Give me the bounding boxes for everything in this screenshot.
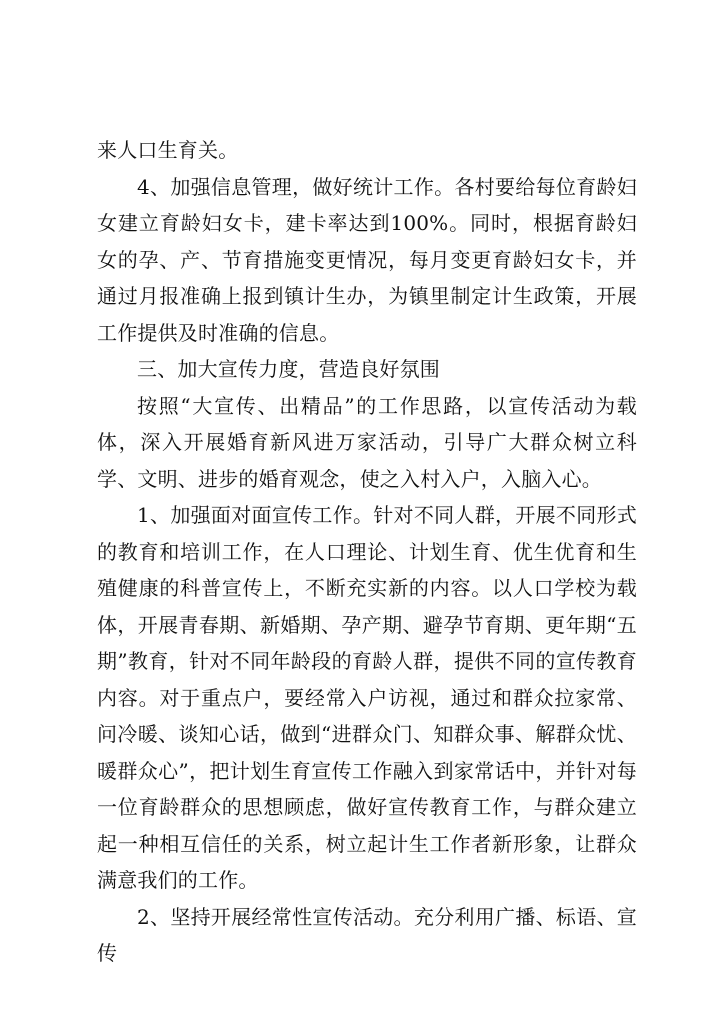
paragraph-item-4: 4、加强信息管理，做好统计工作。各村要给每位育龄妇女建立育龄妇女卡，建卡率达到100%。同时，根据育龄妇女的孕、产、节育措施变更情况，每月变更育龄妇女卡，并通过月报准确上报到镇计生办，为镇里制定计生政策，开展工作提供及时准确的信息。 xyxy=(97,174,637,345)
paragraph-continuation: 来人口生育关。 xyxy=(97,138,239,162)
document-body xyxy=(97,132,637,972)
section-heading-3: 三、加大宣传力度，营造良好氛围 xyxy=(137,357,440,381)
paragraph-item-1: 1、加强面对面宣传工作。针对不同人群，开展不同形式的教育和培训工作，在人口理论、计划生育、优生优育和生殖健康的科普宣传上，不断充实新的内容。以人口学校为载体，开展青春期、新婚期、孕产期、避孕节育期、更年期“五期”教育，针对不同年龄段的育龄人群，提供不同的宣传教育内容。对于重点户，要经常入户访视，通过和群众拉家常、问冷暖、谈知心话，做到“进群众门、知群众事、解群众忧、暖群众心”，把计划生育宣传工作融入到家常话中，并针对每一位育龄群众的思想顾虑，做好宣传教育工作，与群众建立起一种相互信任的关系，树立起计生工作者新形象，让群众满意我们的工作。 xyxy=(97,503,637,892)
paragraph-item-2: 2、坚持开展经常性宣传活动。充分利用广播、标语、宣传 xyxy=(97,904,637,965)
paragraph-section-intro: 按照“大宣传、出精品”的工作思路，以宣传活动为载体，深入开展婚育新风进万家活动，引导广大群众树立科学、文明、进步的婚育观念，使之入村入户，入脑入心。 xyxy=(97,393,637,491)
